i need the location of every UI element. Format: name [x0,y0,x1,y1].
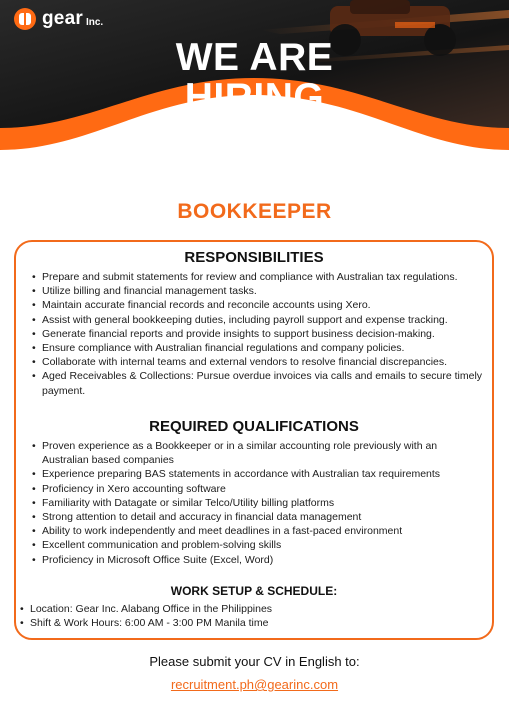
list-item: • Proven experience as a Bookkeeper or in a similar accounting role previously with an Australian based companies [42,439,484,467]
qualifications-heading: REQUIRED QUALIFICATIONS [149,418,359,435]
brand-logo [14,8,103,30]
list-item: • Ensure compliance with Australian financial regulations and company policies. [42,341,484,355]
list-item: • Collaborate with internal teams and external vendors to resolve financial discrepancies. [42,355,484,369]
list-item: • Proficiency in Microsoft Office Suite (Excel, Word) [42,553,484,567]
list-item: • Experience preparing BAS statements in accordance with Australian tax requirements [42,467,484,481]
list-item: • Assist with general bookkeeping duties, including payroll support and expense tracking. [42,313,484,327]
list-item: • Aged Receivables & Collections: Pursue overdue invoices via calls and emails to secure timely payment. [42,369,484,397]
headline-line-2: HIRING [184,76,325,119]
list-item: • Location: Gear Inc. Alabang Office in the Philippines [30,602,480,616]
responsibilities-heading: RESPONSIBILITIES [184,249,324,266]
work-setup-heading: WORK SETUP & SCHEDULE: [170,584,338,598]
gear-logo-icon [14,8,36,30]
brand-name: gear [42,8,83,29]
hiring-headline [0,38,509,118]
list-item: • Generate financial reports and provide insights to support business decision-making. [42,327,484,341]
list-item: • Utilize billing and financial management tasks. [42,284,484,298]
cv-instruction: Please submit your CV in English to: [149,654,360,669]
list-item: • Prepare and submit statements for review and compliance with Australian tax regulations. [42,270,484,284]
list-item: • Shift & Work Hours: 6:00 AM - 3:00 PM Manila time [30,616,480,630]
job-title: BOOKKEEPER [177,200,332,223]
hero-banner [0,0,509,190]
list-item: • Proficiency in Xero accounting software [42,482,484,496]
list-item: • Ability to work independently and meet deadlines in a fast-paced environment [42,524,484,538]
list-item: • Maintain accurate financial records and reconcile accounts using Xero. [42,298,484,312]
responsibilities-list [42,270,484,398]
headline-line-1: WE ARE [175,36,334,79]
recruitment-email-link[interactable]: recruitment.ph@gearinc.com [170,677,339,692]
qualifications-list [42,439,484,567]
work-setup-list [30,602,480,630]
list-item: • Familiarity with Datagate or similar Telco/Utility billing platforms [42,496,484,510]
brand-suffix: Inc. [85,16,104,28]
list-item: • Strong attention to detail and accuracy in financial data management [42,510,484,524]
list-item: • Excellent communication and problem-solving skills [42,538,484,552]
